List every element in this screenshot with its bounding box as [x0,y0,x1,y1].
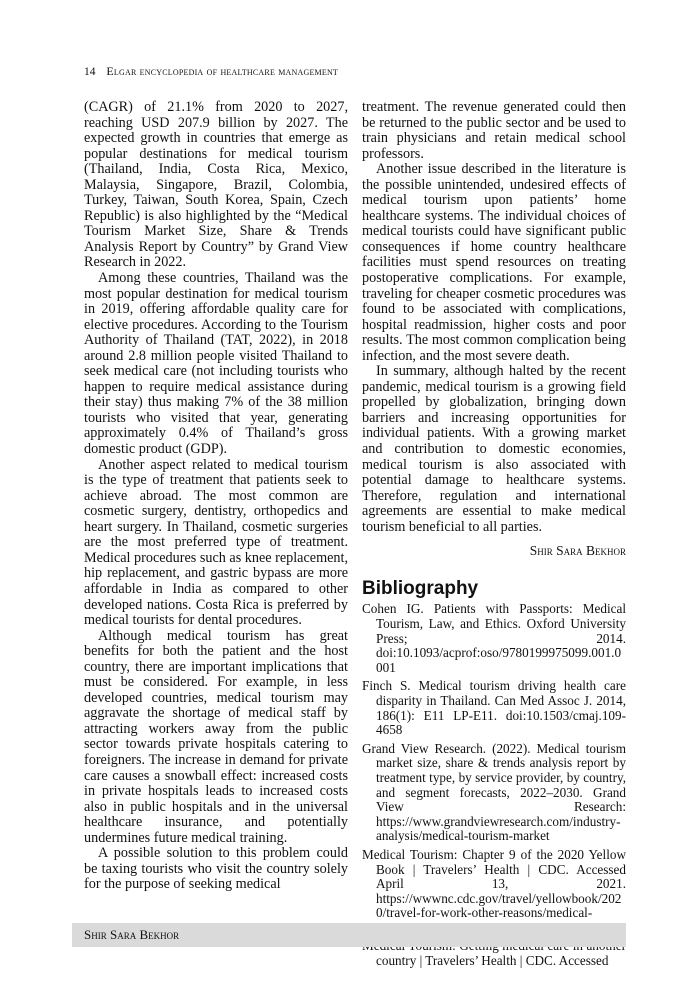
body-paragraph: Another aspect related to medical tourism is the type of treatment that patients seek to achieve abroad. The most common are cosmetic surgery, dentistry, orthopedics and heart surgery. In Thailand, cosmetic surgeries are the most preferred type of treatment. Medical procedures such as knee replacement, hip replacement, and gastric bypass are more affordable in India as compared to other developed nations. Costa Rica is preferred by medical tourists for dental procedures. [84,456,348,629]
body-paragraph: In summary, although halted by the recent pandemic, medical tourism is a growing field propelled by globalization, bringing down barriers and increasing opportunities for individual patients. With a growing market and contribution to domestic economies, medical tourism is also associated with potential damage to healthcare systems. Therefore, regulation and international agreements are essential to make medical tourism beneficial to all parties. [362,363,626,535]
body-paragraph: A possible solution to this problem could be taxing tourists who visit the country solely for the purpose of seeking medical [84,845,348,893]
right-column [362,100,626,973]
body-paragraph: (CAGR) of 21.1% from 2020 to 2027, reaching USD 207.9 billion by 2027. The expected growth in countries that emerge as popular destinations for medical tourism (Thailand, India, Costa Rica, Mexico, Malaysia, Singapore, Brazil, Colombia, Turkey, Taiwan, South Korea, Spain, Czech Republic) is also highlighted by the “Medical Tourism Market Size, Share & Trends Analysis Report by Country” by Grand View Research in 2022. [84,99,348,271]
bibliography-entry: Cohen IG. Patients with Passports: Medical Tourism, Law, and Ethics. Oxford University Press; 2014. doi:10.1093/acprof:oso/9780199975099.001.0001 [362,601,626,675]
footer-author: Shir Sara Bekhor [84,927,180,942]
body-paragraph: Among these countries, Thailand was the most popular destination for medical tourism in 2019, offering affordable quality care for elective procedures. According to the Tourism Authority of Thailand (TAT, 2022), in 2018 around 2.8 million people visited Thailand to seek medical care (not including tourists who happen to require medical assistance during their stay) thus making 7% of the 38 million tourists who visited that year, generating approximately 0.4% of Thailand’s gross domestic product (GDP). [84,270,348,458]
bibliography-entry: Medical Tourism: Chapter 9 of the 2020 Yellow Book | Travelers’ Health | CDC. Accessed April 13, 2021. https://wwwnc.cdc.gov/travel/yellowbook/2020/travel-for-work-other-reasons/medical- [362,846,626,921]
bibliography-entry: Finch S. Medical tourism driving health care disparity in Thailand. Can Med Assoc J. 2014, 186(1): E11 LP-E11. doi:10.1503/cmaj.109-4658 [362,678,626,738]
page-number: 14 [84,66,96,78]
left-column [84,100,348,893]
body-paragraph: treatment. The revenue generated could then be returned to the public sector and be used to train physicians and retain medical school professors. [362,99,626,162]
body-paragraph: Another issue described in the literature is the possible unintended, undesired effects of medical tourism upon patients’ home healthcare systems. The individual choices of medical tourists could have significant public consequences if home country healthcare facilities must spend resources on treating postoperative complications. For example, traveling for cheaper cosmetic procedures was found to be associated with complications, hospital readmission, higher costs and poor results. The most common complication being infection, and the most severe death. [362,161,626,364]
body-paragraph: Although medical tourism has great benefits for both the patient and the host country, there are important implications that must be considered. For example, in less developed countries, medical tourism may aggravate the shortage of medical staff by attracting workers away from the public sector towards private hospitals catering to foreigners. The increase in demand for private care causes a snowball effect: increased costs in private hospitals leads to increased costs also in public hospitals and in the universal healthcare insurance, and potentially undermines future medical training. [84,627,348,846]
running-title: Elgar encyclopedia of healthcare management [106,64,339,78]
article-byline: Shir Sara Bekhor [529,543,626,559]
bibliography-list [362,602,626,968]
running-header [84,64,338,79]
bibliography-entry: country | Travelers’ Health | CDC. Accessed [376,953,609,969]
footer-bar [72,923,626,947]
bibliography-heading: Bibliography [362,577,479,599]
bibliography-entry: Grand View Research. (2022). Medical tourism market size, share & trends analysis report by treatment type, by service provider, by country, and segment forecasts, 2022–2030. Grand View Research: https://www.grandviewresearch.com/industry-analysis/medical-tourism-market [362,740,626,844]
